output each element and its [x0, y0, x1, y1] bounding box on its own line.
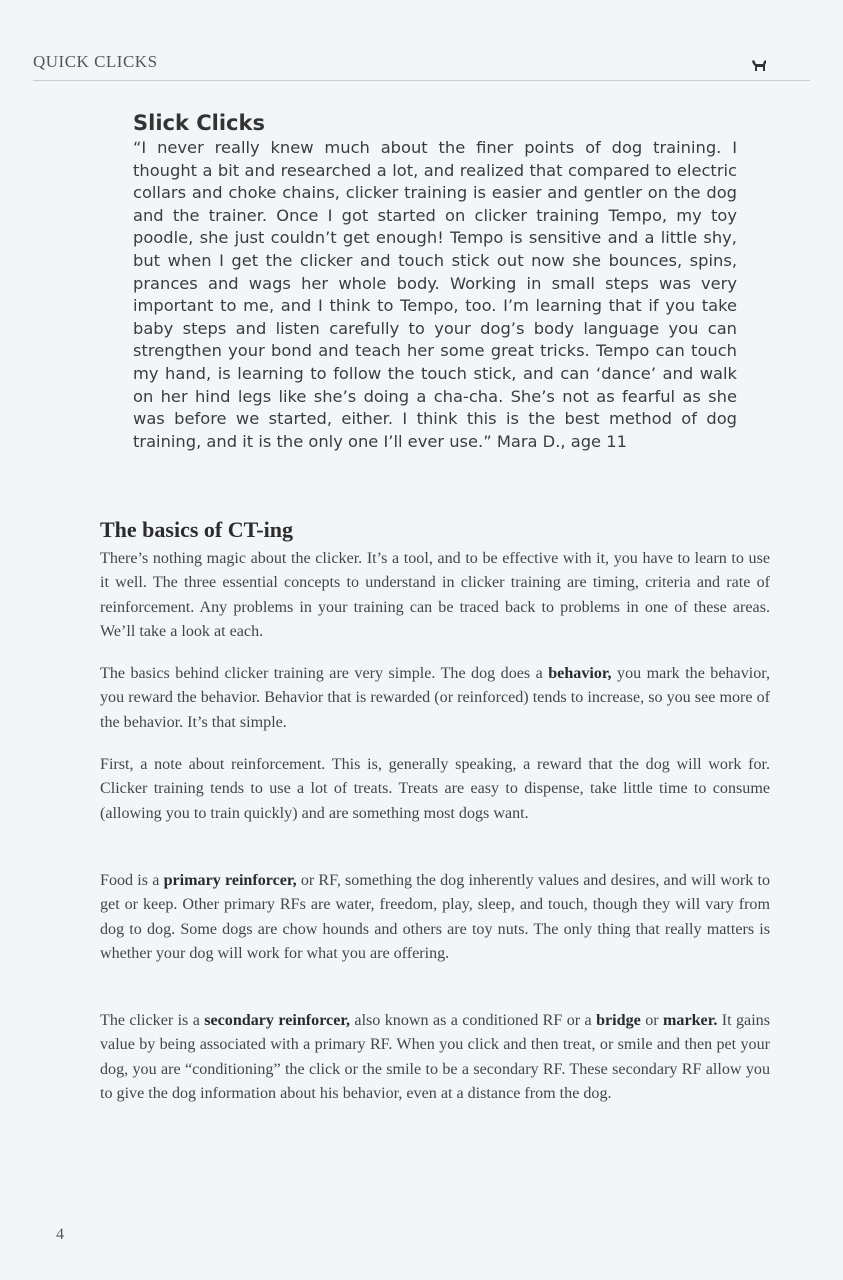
bold-term-marker: marker. [663, 1012, 718, 1029]
bold-term-behavior: behavior, [548, 665, 612, 682]
text-run: It gains value by being associated with a primary RF. When you click and then treat, or smile and then pet your dog, you are “conditioning” the click or the smile to be a secondary RF. These secondary RF allow you to give the dog information about his behavior, even at a distance from the dog. [100, 1012, 770, 1103]
bold-term-primary-reinforcer: primary reinforcer, [163, 872, 297, 889]
text-run: also known as a conditioned RF or a [350, 1012, 597, 1029]
section-heading: The basics of CT-ing [100, 517, 293, 542]
running-head: QUICK CLICKS [33, 52, 158, 71]
text-run: Food is a [100, 872, 164, 889]
bold-term-secondary-reinforcer: secondary reinforcer, [204, 1012, 351, 1029]
text-run: or [640, 1012, 663, 1029]
paragraph-4 [100, 869, 770, 967]
text-run: you mark the behavior, you reward the behavior. Behavior that is rewarded (or reinforced) tends to increase, so you see more of the behavior. It’s that simple. [100, 665, 770, 731]
sidebar-title: Slick Clicks [133, 111, 265, 135]
paragraph-3: First, a note about reinforcement. This is, generally speaking, a reward that the dog will work for. Clicker training tends to use a lot of treats. Treats are easy to dispense, take little time to consume (allowing you to train quickly) and are something most dogs want. [100, 756, 770, 822]
paragraph-1: There’s nothing magic about the clicker. It’s a tool, and to be effective with it, you have to learn to use it well. The three essential concepts to understand in clicker training are timing, criteria and rate of reinforcement. Any problems in your training can be traced back to problems in one of these areas. We’ll take a look at each. [100, 550, 770, 641]
page-number: 4 [56, 1226, 64, 1243]
header-rule [33, 80, 810, 81]
text-run: The basics behind clicker training are very simple. The dog does a [100, 665, 549, 682]
paragraph-5 [100, 1009, 770, 1107]
bold-term-bridge: bridge [596, 1012, 641, 1029]
paragraph-2 [100, 662, 770, 735]
dog-silhouette-icon [751, 59, 767, 72]
sidebar-box [133, 110, 737, 453]
text-run: or RF, something the dog inherently values and desires, and will work to get or keep. Other primary RFs are water, freedom, play, sleep, and touch, though they will vary from dog to dog. Some dogs are chow hounds and others are toy nuts. The only thing that really matters is whether your dog will work for what you are offering. [100, 872, 771, 963]
sidebar-quote: “I never really knew much about the finer points of dog training. I thought a bit and researched a lot, and realized that compared to electric collars and choke chains, clicker training is easier and gentler on the dog and the trainer. Once I got started on clicker training Tempo, my toy poodle, she just couldn’t get enough! Tempo is sensitive and a little shy, but when I get the clicker and touch stick out now she bounces, spins, prances and wags her whole body. Working in small steps was very important to me, and I think to Tempo, too. I’m learning that if you take baby steps and listen carefully to your dog’s body language you can strengthen your bond and teach her some great tricks. Tempo can touch my hand, is learning to follow the touch stick, and can ‘dance’ and walk on her hind legs like she’s doing a cha-cha. She’s not as fearful as she was before we started, either. I think this is the best method of dog training, and it is the only one I’ll ever use.” Mara D., age 11 [133, 138, 737, 451]
text-run: The clicker is a [100, 1012, 205, 1029]
